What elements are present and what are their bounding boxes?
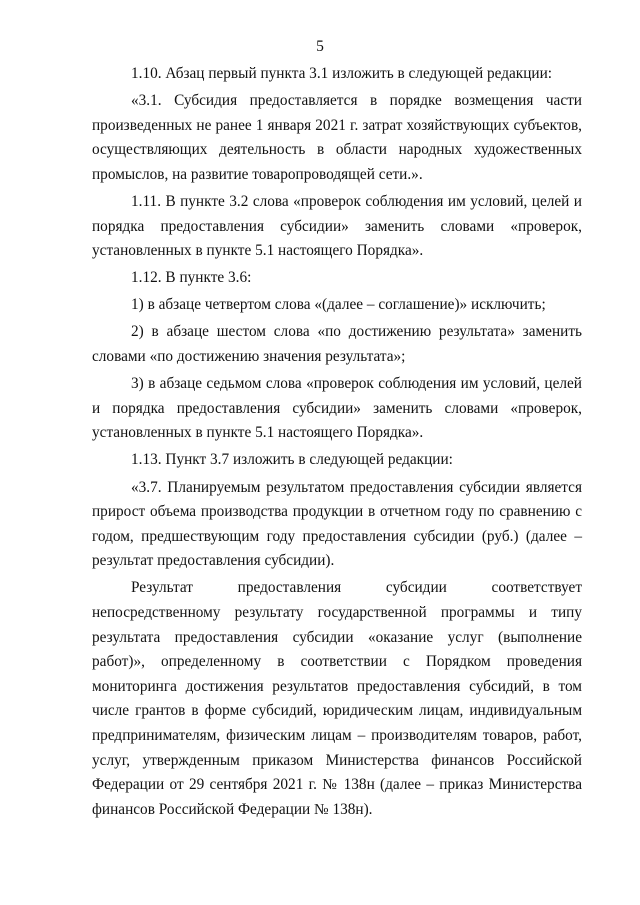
paragraph-1-11: 1.11. В пункте 3.2 слова «проверок соблюдения им условий, целей и порядка предоставления субсидии» заменить словами «проверок, установленных в пункте 5.1 настоящего Порядка». [92,192,582,260]
paragraph-1-10: 1.10. Абзац первый пункта 3.1 изложить в следующей редакции: [131,65,553,82]
paragraph-item-1: 1) в абзаце четвертом слова «(далее – соглашение)» исключить; [131,296,546,314]
page-number: 5 [316,38,324,55]
paragraph-result-description: Результат предоставления субсидии соответствует непосредственному результату государственной программы и типу результата предоставления субсидии «оказание услуг (выполнение работ)», определенному в соответствии с Порядком проведения мониторинга достижения результатов предоставления субсидий, в том числе грантов в форме субсидий, юридическим лицам, индивидуальным предпринимателям, физическим лицам – производителям товаров, работ, услуг, утвержденным приказом Министерства финансов Российской Федерации от 29 сентября 2021 г. № 138н (далее – приказ Министерства финансов Российской Федерации № 138н). [92,579,582,818]
paragraph-quote-3-1: «3.1. Субсидия предоставляется в порядке возмещения части произведенных не ранее 1 января 2021 г. затрат хозяйствующих субъектов, осуществляющих деятельность в области народных художественных промыслов, на развитие товаропроводящей сети.». [92,92,582,183]
paragraph-item-2: 2) в абзаце шестом слова «по достижению результата» заменить словами «по достижению значения результата»; [92,323,582,366]
paragraph-item-3: 3) в абзаце седьмом слова «проверок соблюдения им условий, целей и порядка предоставления субсидии» заменить словами «проверок, установленных в пункте 5.1 настоящего Порядка». [92,375,582,442]
paragraph-quote-3-7: «3.7. Планируемым результатом предоставления субсидии является прирост объема производства продукции в отчетном году по сравнению с годом, предшествующим году предоставления субсидии (руб.) (далее – результат предоставления субсидии). [92,478,582,570]
paragraph-1-13: 1.13. Пункт 3.7 изложить в следующей редакции: [131,451,453,469]
paragraph-1-12: 1.12. В пункте 3.6: [131,269,252,287]
document-body [92,62,582,822]
